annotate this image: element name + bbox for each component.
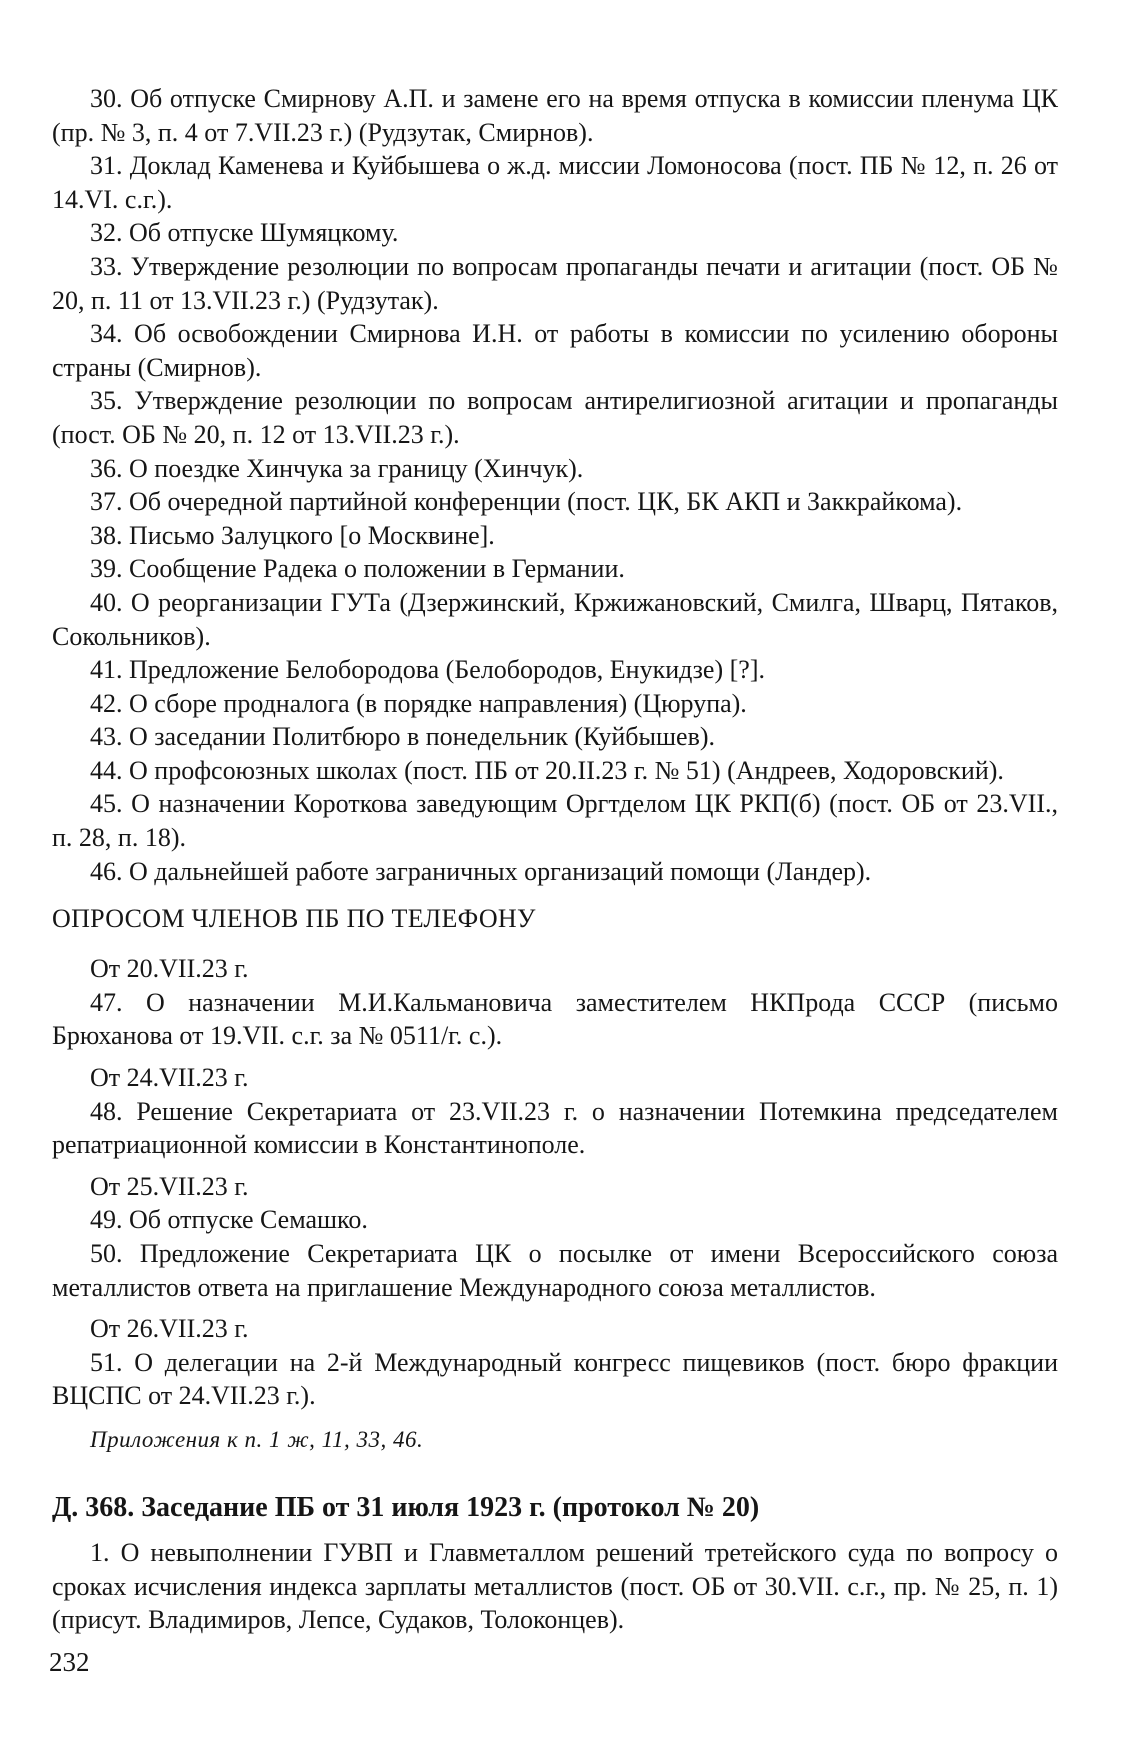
agenda-item: 51. О делегации на 2-й Международный конгресс пищевиков (пост. бюро фракции ВЦСПС от 24.VII.23 г.). — [52, 1347, 1058, 1411]
agenda-item: 36. О поездке Хинчука за границу (Хинчук). — [90, 453, 584, 483]
agenda-item: 44. О профсоюзных школах (пост. ПБ от 20.II.23 г. № 51) (Андреев, Ходоровский). — [90, 755, 1004, 785]
poll-date: От 26.VII.23 г. — [90, 1314, 249, 1344]
agenda-item: 41. Предложение Белобородова (Белобородов, Енукидзе) [?]. — [90, 655, 765, 685]
agenda-item: 43. О заседании Политбюро в понедельник (Куйбышев). — [90, 722, 716, 752]
agenda-item: 38. Письмо Залуцкого [о Москвине]. — [90, 520, 495, 550]
poll-date: От 25.VII.23 г. — [90, 1171, 249, 1201]
agenda-item: 42. О сборе продналога (в порядке направления) (Цюрупа). — [90, 688, 747, 718]
page-number: 232 — [49, 1647, 90, 1677]
agenda-item: 1. О невыполнении ГУВП и Главметаллом решений третейского суда по вопросу о сроках исчисления индекса зарплаты металлистов (пост. ОБ от 30.VII. с.г., пр. № 25, п. 1) (присут. Владимиров, Лепсе, Судаков, Толоконцев). — [52, 1537, 1058, 1635]
agenda-item: 47. О назначении М.И.Кальмановича заместителем НКПрода СССР (письмо Брюханова от 19.VII. с.г. за № 0511/г. с.). — [52, 987, 1058, 1051]
agenda-item: 50. Предложение Секретариата ЦК о посылке от имени Всероссийского союза металлистов ответа на приглашение Международного союза металлистов. — [52, 1239, 1058, 1302]
agenda-item: 33. Утверждение резолюции по вопросам пропаганды печати и агитации (пост. ОБ № 20, п. 11 от 13.VII.23 г.) (Рудзутак). — [52, 251, 1058, 315]
agenda-item: 40. О реорганизации ГУТа (Дзержинский, Кржижановский, Смилга, Шварц, Пятаков, Сокольников). — [52, 587, 1058, 651]
agenda-item: 32. Об отпуске Шумяцкому. — [90, 218, 399, 248]
agenda-item: 48. Решение Секретариата от 23.VII.23 г. о назначении Потемкина председателем репатриационной комиссии в Константинополе. — [52, 1096, 1058, 1160]
agenda-item: 35. Утверждение резолюции по вопросам антирелигиозной агитации и пропаганды (пост. ОБ № 20, п. 12 от 13.VII.23 г.). — [52, 386, 1058, 449]
agenda-item: 46. О дальнейшей работе заграничных организаций помощи (Ландер). — [90, 856, 872, 886]
appendix-note: Приложения к п. 1 ж, 11, 33, 46. — [90, 1426, 424, 1452]
agenda-item: 31. Доклад Каменева и Куйбышева о ж.д. миссии Ломоносова (пост. ПБ № 12, п. 26 от 14.VI. с.г.). — [52, 151, 1058, 214]
agenda-items — [52, 82, 1058, 888]
agenda-item: 49. Об отпуске Семашко. — [90, 1205, 368, 1235]
agenda-item: 30. Об отпуске Смирнову А.П. и замене его на время отпуска в комиссии пленума ЦК (пр. № 3, п. 4 от 7.VII.23 г.) (Рудзутак, Смирнов). — [52, 84, 1058, 147]
poll-date: От 20.VII.23 г. — [90, 954, 249, 984]
agenda-item: 37. Об очередной партийной конференции (пост. ЦК, БК АКП и Заккрайкома). — [90, 487, 963, 517]
document-title: Д. 368. Заседание ПБ от 31 июля 1923 г. (протокол № 20) — [52, 1491, 760, 1523]
agenda-item: 39. Сообщение Радека о положении в Германии. — [90, 554, 625, 584]
agenda-item: 34. Об освобождении Смирнова И.Н. от работы в комиссии по усилению обороны страны (Смирнов). — [52, 319, 1058, 382]
phone-poll-groups — [52, 952, 1058, 1413]
agenda-item: 45. О назначении Короткова заведующим Оргтделом ЦК РКП(б) (пост. ОБ от 23.VII., п. 28, п. 18). — [52, 789, 1058, 853]
poll-date: От 24.VII.23 г. — [90, 1063, 249, 1093]
phone-poll-heading: ОПРОСОМ ЧЛЕНОВ ПБ ПО ТЕЛЕФОНУ — [52, 904, 536, 934]
